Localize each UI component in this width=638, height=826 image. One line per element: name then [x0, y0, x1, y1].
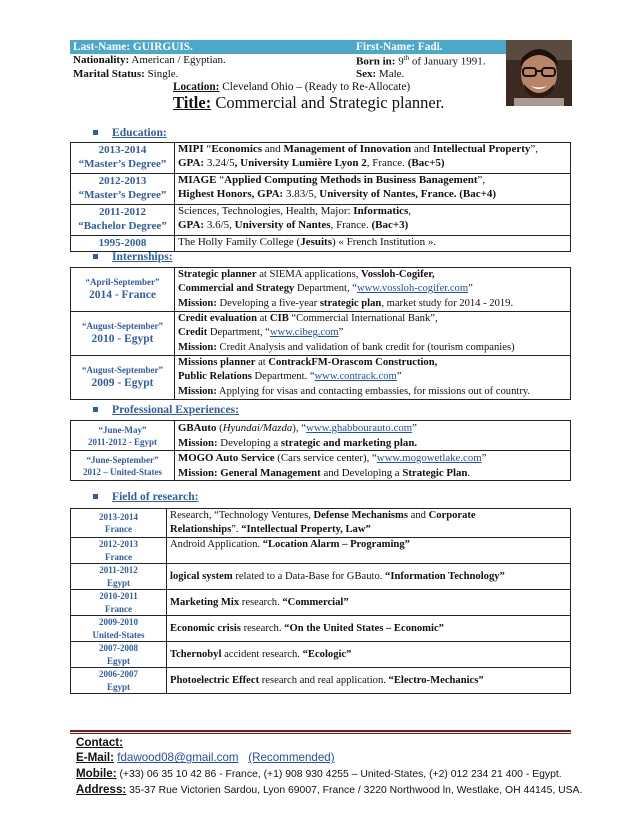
edu-text: GPA: — [178, 156, 205, 169]
research-text: Android Application. — [170, 539, 263, 550]
intern-text: at SIEMA applications, — [256, 269, 362, 280]
prof-text: ” — [481, 452, 487, 464]
prof-text: GBAuto — [178, 422, 217, 434]
research-place: United-States — [92, 629, 145, 640]
location-line — [173, 80, 410, 94]
research-text: Relationships — [170, 524, 232, 535]
edu-text: and — [411, 143, 433, 155]
edu-text: (Bac+3) — [371, 218, 409, 231]
edu-text: ”, — [530, 143, 539, 155]
section-title: Field of research: — [112, 490, 199, 503]
edu-text: Intellectual Property — [432, 143, 531, 155]
research-place: Egypt — [106, 655, 130, 666]
intern-text: at — [256, 313, 270, 324]
prof-year: 2011-2012 - Egypt — [87, 436, 157, 447]
marital-label: Marital Status: — [73, 68, 145, 80]
nationality-label: Nationality: — [73, 54, 130, 66]
research-text: ”. — [231, 524, 242, 535]
research-text: “Ecologic” — [302, 648, 352, 660]
bullet-icon — [93, 254, 98, 259]
research-text: Defense Mechanisms — [313, 510, 408, 521]
intern-text: Missions planner — [178, 357, 256, 368]
email-label: E-Mail: — [76, 751, 115, 765]
edu-text: “ — [203, 143, 212, 155]
address-value: 35-37 Rue Victorien Sardou, Lyon 69007, France / 3220 Northwood ln, Westlake, OH 44145, USA. — [126, 785, 583, 797]
section-title: Internships: — [112, 250, 173, 263]
research-text: Photoelectric Effect — [170, 674, 260, 686]
research-text: “Location Alarm – Programing” — [262, 539, 410, 550]
sex-value: Male. — [376, 68, 405, 80]
edu-degree: “Master’s Degree” — [78, 158, 167, 170]
prof-text: Mission: — [178, 436, 218, 449]
research-row — [71, 668, 571, 694]
sex-label: Sex: — [356, 68, 377, 80]
prof-text: Strategic Plan — [402, 466, 468, 479]
professional-row — [71, 451, 571, 481]
edu-program: MIPI — [178, 143, 204, 155]
internships-table — [70, 267, 571, 400]
edu-text: 3.83/5, — [283, 187, 320, 200]
intern-text: Mission: — [178, 297, 217, 309]
contact-heading: Contact: — [76, 736, 124, 749]
prof-text: (Cars service center), “ — [274, 452, 377, 464]
edu-year: 2012-2013 — [98, 175, 147, 188]
title-value: Commercial and Strategic planner. — [211, 93, 445, 112]
company-link[interactable]: www.contrack.com — [314, 371, 397, 383]
intern-text: Credit Analysis and validation of bank credit for (tourism companies) — [216, 341, 515, 353]
edu-text: and — [262, 143, 284, 155]
intern-text: ” — [468, 283, 473, 295]
prof-period: “June-September” — [86, 454, 159, 465]
edu-text: Economics — [211, 143, 263, 155]
research-text: “Electro-Mechanics” — [388, 674, 484, 686]
intern-text: Mission: — [178, 385, 217, 397]
research-year: 2013-2014 — [99, 511, 138, 522]
prof-text: ” — [412, 422, 417, 434]
edu-text: Management of Innovation — [283, 143, 412, 155]
edu-year: 2011-2012 — [98, 206, 147, 219]
prof-text: Mission: General Management — [178, 466, 321, 479]
intern-text: ContrackFM-Orascom Construction, — [268, 357, 438, 368]
research-text: research. — [240, 622, 285, 634]
edu-text: , GPA: — [251, 187, 284, 200]
location-label: Location: — [173, 81, 220, 93]
research-place: Egypt — [106, 681, 130, 692]
research-text: accident research. — [221, 648, 303, 660]
footer-rule — [70, 733, 571, 734]
cv-header — [70, 40, 572, 112]
bullet-icon — [93, 130, 98, 135]
section-title: Professional Experiences: — [112, 403, 239, 416]
education-row-2 — [71, 174, 571, 205]
research-year: 2011-2012 — [99, 565, 138, 575]
edu-text: , France. — [366, 156, 408, 169]
company-link[interactable]: www.cibeg.com — [269, 327, 339, 339]
research-text: “On the United States – Economic” — [284, 622, 444, 634]
mobile-value: (+33) 06 35 10 42 86 - France, (+1) 908 930 4255 – United-States, (+2) 012 234 21 400 - Egypt. — [116, 768, 562, 780]
education-row-3 — [71, 205, 571, 236]
section-professional — [93, 403, 239, 417]
intern-text: CIB — [269, 313, 289, 324]
research-place: France — [105, 524, 132, 534]
edu-text: Jesuits — [300, 236, 332, 248]
intern-text: Developing a five-year — [216, 297, 320, 309]
edu-text: , — [408, 205, 412, 217]
edu-text: 3.6/5, — [204, 218, 235, 231]
intern-text: ” — [338, 327, 344, 339]
mobile-label: Mobile: — [76, 766, 117, 780]
research-row — [71, 564, 571, 590]
edu-text: ) « French Institution ». — [331, 236, 437, 248]
prof-text: . — [467, 466, 471, 479]
intern-period: “August-September” — [82, 364, 163, 375]
research-text: Economic crisis — [170, 622, 241, 634]
section-internships — [93, 250, 173, 264]
research-text: “Commercial” — [282, 596, 349, 608]
edu-year: 1995-2008 — [98, 236, 147, 249]
edu-text: , University Lumière Lyon 2 — [234, 156, 367, 169]
last-name: Last-Name: GUIRGUIS. — [73, 41, 193, 53]
company-link[interactable]: www.mogowetlake.com — [376, 452, 482, 464]
internship-row — [71, 356, 571, 400]
prof-text: and Developing a — [320, 466, 403, 479]
intern-text: “Commercial International Bank”, — [288, 313, 438, 324]
born-label: Born in: — [356, 55, 396, 68]
intern-text: at — [255, 357, 269, 368]
prof-text: Developing a — [217, 436, 281, 449]
research-year: 2010-2011 — [99, 591, 138, 601]
research-row — [71, 509, 571, 538]
prof-text: MOGO Auto Service — [178, 452, 275, 464]
bullet-icon — [93, 407, 98, 412]
section-research — [93, 490, 199, 504]
contact-block — [76, 735, 596, 799]
edu-text: Highest Honors — [178, 187, 252, 200]
research-text: “Intellectual Property, Law” — [241, 524, 371, 535]
intern-year: 2014 - France — [88, 288, 157, 301]
intern-text: , market study for 2014 - 2019. — [381, 297, 514, 309]
intern-text: Strategic planner — [178, 269, 257, 280]
research-text: Corporate — [428, 510, 476, 521]
education-table — [70, 142, 571, 252]
research-place: Egypt — [106, 577, 130, 588]
edu-text: The Holly Family College ( — [178, 236, 301, 248]
research-year: 2009-2010 — [99, 617, 138, 627]
edu-program: MIAGE — [178, 174, 217, 186]
research-row — [71, 616, 571, 642]
intern-text: Public Relations — [178, 371, 252, 383]
intern-period: “August-September” — [82, 320, 163, 331]
edu-text: Applied Computing Methods in Business Banagement — [224, 174, 478, 186]
professional-row — [71, 421, 571, 451]
intern-text: Department. “ — [251, 371, 315, 383]
research-year: 2006-2007 — [99, 669, 138, 679]
edu-text: “ — [216, 174, 225, 186]
edu-text: University of Nantes — [234, 218, 331, 231]
footer-rule — [70, 730, 571, 732]
internship-row — [71, 268, 571, 312]
research-text: Tchernobyl — [170, 648, 222, 660]
prof-text: strategic and marketing plan. — [280, 436, 418, 449]
internship-row — [71, 312, 571, 356]
research-row — [71, 538, 571, 564]
profile-photo — [506, 40, 572, 106]
research-text: and — [407, 510, 429, 521]
bullet-icon — [93, 494, 98, 499]
intern-text: Department, “ — [294, 283, 357, 295]
edu-text: (Bac+5) — [407, 156, 445, 169]
education-row-1 — [71, 143, 571, 174]
research-year: 2007-2008 — [99, 643, 138, 653]
research-text: “Information Technology” — [385, 570, 505, 582]
edu-text: University of Nantes — [319, 187, 416, 200]
research-text: research and real application. — [259, 674, 389, 686]
prof-period: “June-May” — [98, 424, 147, 435]
prof-year: 2012 – United-States — [83, 466, 162, 477]
email-link[interactable]: fdawood08@gmail.com — [117, 751, 239, 765]
location-value: Cleveland Ohio – (Ready to Re-Allocate) — [219, 81, 411, 93]
title-label: Title: — [173, 93, 212, 112]
intern-text: strategic plan — [319, 297, 382, 309]
edu-year: 2013-2014 — [98, 144, 147, 157]
edu-degree: “Master’s Degree” — [78, 189, 167, 201]
email-note: (Recommended) — [248, 751, 335, 765]
edu-text: Sciences, Technologies, Health, Major: — [178, 205, 354, 217]
intern-text: Commercial and Strategy — [178, 283, 295, 295]
first-name: First-Name: Fadi. — [356, 41, 443, 53]
edu-text: 3.24/5 — [204, 156, 235, 169]
research-year: 2012-2013 — [99, 539, 138, 549]
edu-text: , France. (Bac+4) — [415, 187, 497, 200]
research-row — [71, 590, 571, 616]
research-table — [70, 508, 571, 694]
research-text: Research, “Technology Ventures, — [170, 510, 314, 521]
born-day: 9 — [395, 55, 404, 68]
edu-degree: “Bachelor Degree” — [78, 220, 167, 232]
research-place: France — [105, 603, 132, 614]
section-title: Education: — [112, 126, 167, 139]
professional-table — [70, 420, 571, 481]
prof-text: ( — [216, 422, 223, 434]
intern-text: Credit — [178, 327, 208, 339]
company-link[interactable]: www.vossloh-cogifer.com — [356, 283, 469, 295]
intern-year: 2009 - Egypt — [91, 376, 154, 389]
research-text: Marketing Mix — [170, 596, 240, 608]
prof-text: ), “ — [292, 422, 307, 434]
nationality-value: American / Egyptian. — [129, 54, 226, 66]
company-link[interactable]: www.ghabbourauto.com — [306, 422, 413, 434]
intern-text: ” — [396, 371, 402, 383]
intern-period: “April-September” — [85, 276, 160, 287]
research-text: research. — [239, 596, 283, 608]
intern-text: Applying for visas and contacting embassies, for missions out of country. — [216, 385, 531, 397]
research-place: France — [105, 551, 132, 562]
born-rest: of January 1991. — [409, 55, 486, 68]
name-bar — [70, 40, 572, 54]
intern-text: Mission: — [178, 341, 217, 353]
marital-value: Single. — [144, 68, 179, 80]
intern-text: Credit evaluation — [178, 313, 257, 324]
research-text: related to a Data-Base for GBauto. — [232, 570, 386, 582]
intern-text: Department, “ — [207, 327, 270, 339]
intern-year: 2010 - Egypt — [91, 332, 154, 345]
edu-text: GPA: — [178, 218, 205, 231]
research-row — [71, 642, 571, 668]
intern-text: Vossloh-Cogifer, — [361, 269, 435, 280]
research-text: logical system — [170, 570, 233, 582]
address-label: Address: — [76, 783, 127, 797]
born-sup: th — [403, 54, 410, 62]
edu-text: , France. — [330, 218, 372, 231]
prof-text: Hyundai/Mazda — [222, 422, 293, 434]
edu-text: ”, — [477, 174, 486, 186]
edu-text: Informatics — [353, 205, 409, 217]
section-education — [93, 126, 167, 140]
job-title — [173, 93, 444, 114]
